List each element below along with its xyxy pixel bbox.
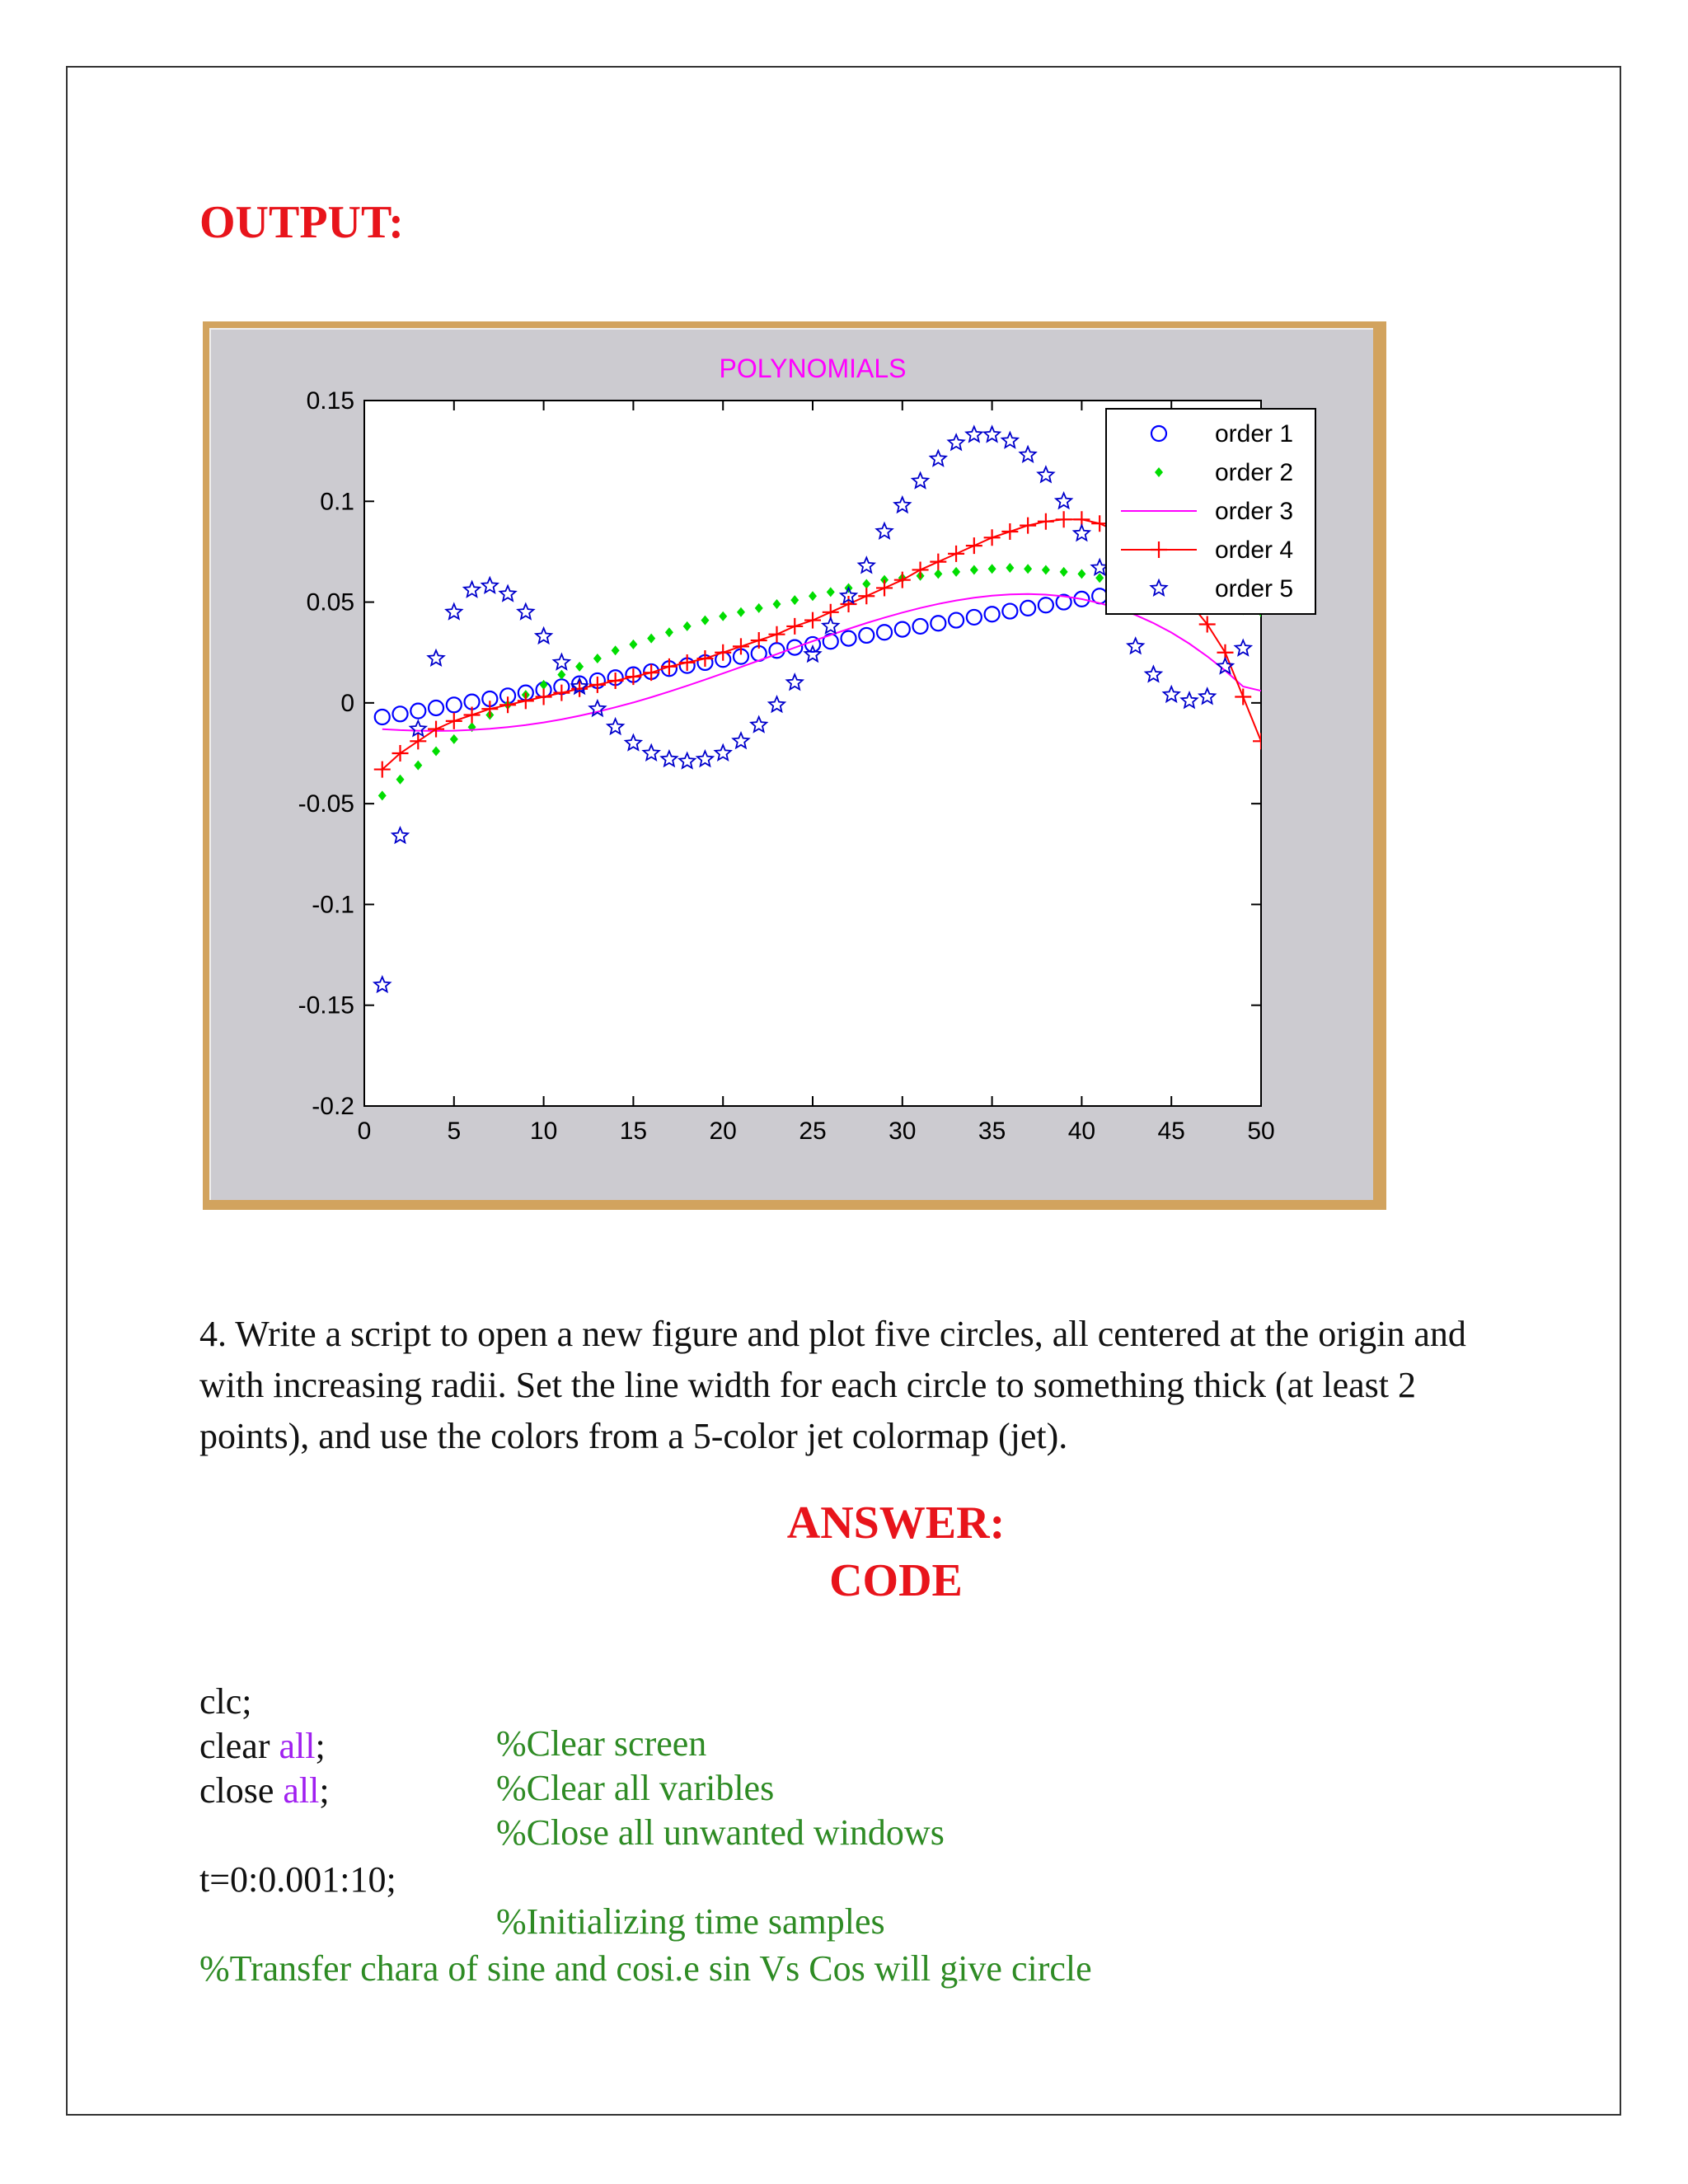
y-tick-label: -0.05 [298, 790, 354, 818]
legend-label: order 5 [1215, 575, 1294, 602]
figure-window [209, 328, 1373, 1200]
x-tick-label: 20 [709, 1118, 737, 1145]
code-text: ; [315, 1726, 326, 1766]
polynomials-chart [211, 330, 1375, 1202]
x-tick-label: 50 [1247, 1118, 1275, 1145]
chart-title: POLYNOMIALS [719, 354, 907, 383]
x-tick-label: 10 [529, 1118, 558, 1145]
y-tick-label: 0.15 [306, 387, 354, 415]
x-tick-label: 15 [619, 1118, 648, 1145]
x-tick-label: 45 [1157, 1118, 1185, 1145]
y-tick-label: 0.1 [320, 488, 354, 516]
code-keyword: all [283, 1770, 320, 1811]
code-statement: t=0:0.001:10; [199, 1859, 396, 1900]
legend-label: order 4 [1215, 537, 1294, 564]
code-comment: %Transfer chara of sine and cosi.e sin Vs Cos will give circle [199, 1948, 1092, 1989]
y-tick-label: -0.1 [312, 891, 354, 919]
legend-label: order 3 [1215, 498, 1294, 525]
x-tick-label: 35 [978, 1118, 1006, 1145]
y-tick-label: -0.2 [312, 1093, 354, 1120]
code-statement [199, 1769, 330, 1811]
code-heading: CODE [829, 1555, 963, 1606]
x-tick-label: 25 [799, 1118, 827, 1145]
code-keyword: all [279, 1726, 316, 1766]
x-tick-label: 40 [1067, 1118, 1096, 1145]
code-comment: %Initializing time samples [496, 1901, 885, 1942]
answer-heading: ANSWER: [786, 1497, 1006, 1549]
x-tick-label: 5 [447, 1118, 462, 1145]
y-tick-label: 0 [340, 689, 354, 717]
code-comment: %Close all unwanted windows [496, 1812, 945, 1853]
question-text: 4. Write a script to open a new figure and plot five circles, all centered at the origin and with increasing radii. Set the line width for each circle to something thick (at least 2 points), and use the colors from a 5-color jet colormap (jet). [199, 1314, 1466, 1456]
figure-frame [203, 321, 1386, 1210]
y-tick-label: -0.15 [298, 991, 354, 1019]
y-tick-label: 0.05 [306, 588, 354, 616]
x-tick-label: 30 [889, 1118, 917, 1145]
code-comment: %Clear all varibles [496, 1768, 775, 1808]
x-tick-label: 0 [357, 1118, 372, 1145]
code-text: clear [199, 1726, 279, 1766]
code-statement: clc; [199, 1681, 252, 1722]
code-comment: %Clear screen [496, 1723, 707, 1764]
code-text: ; [319, 1770, 330, 1811]
legend-label: order 2 [1215, 459, 1294, 486]
output-heading: OUTPUT: [199, 197, 404, 248]
legend-label: order 1 [1215, 420, 1294, 448]
code-text: close [199, 1770, 284, 1811]
